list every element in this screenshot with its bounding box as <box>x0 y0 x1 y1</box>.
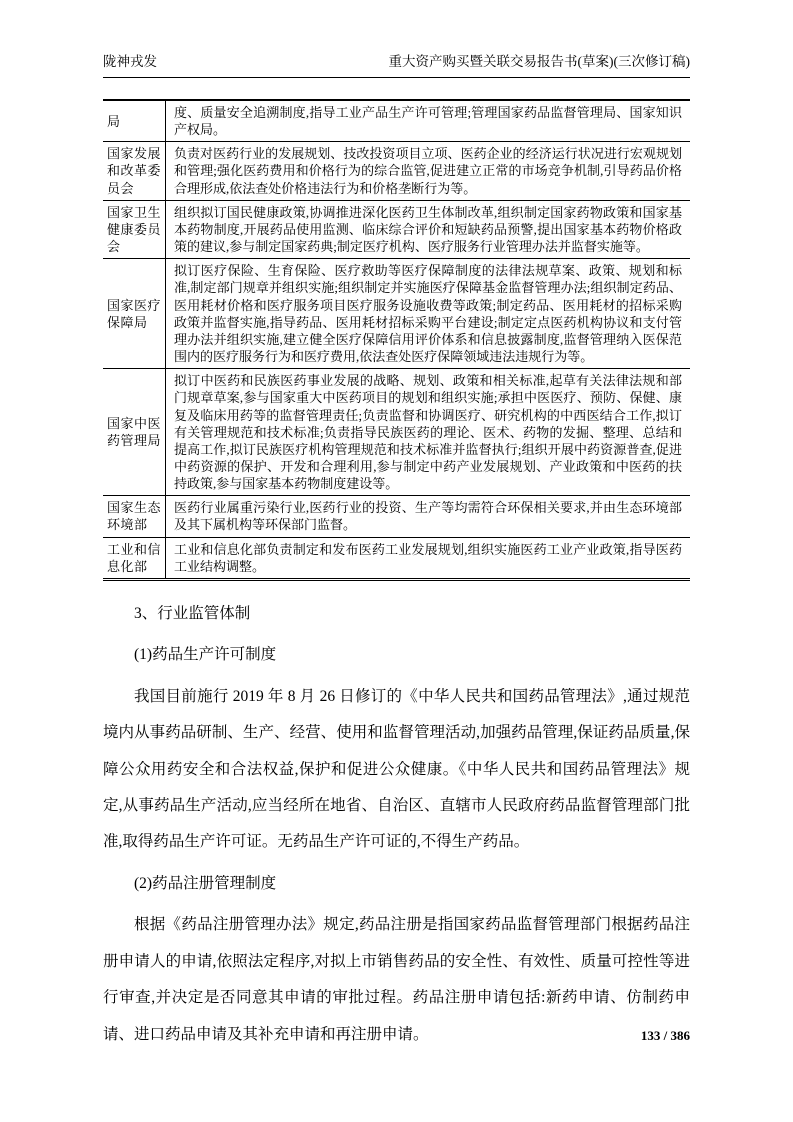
description-cell: 负责对医药行业的发展规划、技改投资项目立项、医药企业的经济运行状况进行宏观规划和管理;强化医药费用和价格行为的综合监管,促进建立正常的市场竞争机制,引导药品价格合理形成,依法查处价格违法行为和价格垄断行为等。 <box>174 146 682 196</box>
agency-name: 国家医疗保障局 <box>107 297 162 330</box>
subsection-heading-drug-registration: (2)药品注册管理制度 <box>134 874 277 892</box>
regulators-table <box>103 99 690 581</box>
agency-name: 国家卫生健康委员会 <box>107 204 162 255</box>
description-cell: 工业和信息化部负责制定和发布医药工业发展规划,组织实施医药工业产业政策,指导医药工业结构调整。 <box>174 541 682 574</box>
page-header <box>103 50 690 78</box>
page-number: 133 / 386 <box>640 1028 690 1043</box>
document-body <box>103 591 690 1053</box>
agency-name: 工业和信息化部 <box>107 541 162 574</box>
table-row <box>103 258 690 368</box>
description-cell: 度、质量安全追溯制度,指导工业产品生产许可管理;管理国家药品监督管理局、国家知识产权局。 <box>174 105 682 138</box>
agency-cell <box>103 369 166 495</box>
description-cell: 组织拟订国民健康政策,协调推进深化医药卫生体制改革,组织制定国家药物政策和国家基本药物制度,开展药品使用监测、临床综合评价和短缺药品预警,提出国家基本药物价格政策的建议,参与制定国家药典;制定医疗机构、医疗服务行业管理办法并监督实施等。 <box>174 204 682 255</box>
table-row <box>103 101 690 141</box>
agency-name: 国家中医药管理局 <box>107 416 162 449</box>
agency-name: 国家生态环境部 <box>107 500 162 533</box>
table-row <box>103 495 690 536</box>
description-cell: 拟订中医药和民族医药事业发展的战略、规划、政策和相关标准,起草有关法律法规和部门规章草案,参与国家重大中医药项目的规划和组织实施;承担中医医疗、预防、保健、康复及临床用药等的监督管理责任;负责监督和协调医疗、研究机构的中西医结合工作,拟订有关管理规范和技术标准;负责指导民族医药的理论、医术、药物的发掘、整理、总结和提高工作,拟订民族医疗机构管理规范和技术标准并监督执行;组织开展中药资源普查,促进中药资源的保护、开发和合理利用,参与制定中药产业发展规划、产业政策和中医药的扶持政策,参与国家基本药物制度建设等。 <box>174 373 682 492</box>
agency-cell <box>103 142 166 199</box>
subsection-heading-production-license: (1)药品生产许可制度 <box>134 646 277 664</box>
agency-cell <box>103 259 166 368</box>
header-report-title: 重大资产购买暨关联交易报告书(草案)(三次修订稿) <box>388 54 690 69</box>
paragraph-drug-registration: 根据《药品注册管理办法》规定,药品注册是指国家药品监督管理部门根据药品注册申请人的申请,依照法定程序,对拟上市销售药品的安全性、有效性、质量可控性等进行审查,并决定是否同意其申请的审批过程。药品注册申请包括:新药申请、仿制药申请、进口药品申请及其补充申请和再注册申请。 <box>103 916 690 1043</box>
description-cell: 医药行业属重污染行业,医药行业的投资、生产等均需符合环保相关要求,并由生态环境部及其下属机构等环保部门监督。 <box>174 500 682 533</box>
table-row <box>103 368 690 495</box>
agency-name: 局 <box>107 113 121 129</box>
paragraph-production-license: 我国目前施行 2019 年 8 月 26 日修订的《中华人民共和国药品管理法》,通过规范境内从事药品研制、生产、经营、使用和监督管理活动,加强药品管理,保证药品质量,保障公众用药安全和合法权益,保护和促进公众健康。《中华人民共和国药品管理法》规定,从事药品生产活动,应当经所在地省、自治区、直辖市人民政府药品监督管理部门批准,取得药品生产许可证。无药品生产许可证的,不得生产药品。 <box>103 687 690 851</box>
agency-cell <box>103 538 166 578</box>
page-footer <box>641 1028 690 1044</box>
table-row <box>103 141 690 199</box>
agency-cell <box>103 201 166 258</box>
table-row <box>103 200 690 258</box>
agency-name: 国家发展和改革委员会 <box>107 146 162 196</box>
section-heading-supervision: 3、行业监管体制 <box>134 604 251 622</box>
agency-cell <box>103 496 166 536</box>
agency-cell <box>103 101 166 141</box>
table-row <box>103 537 690 578</box>
header-company: 陇神戎发 <box>103 54 157 69</box>
description-cell: 拟订医疗保险、生育保险、医疗救助等医疗保障制度的法律法规草案、政策、规划和标准,制定部门规章并组织实施;组织制定并实施医疗保障基金监督管理办法;组织制定药品、医用耗材价格和医疗服务项目医疗服务设施收费等政策;制定药品、医用耗材的招标采购政策并监督实施,指导药品、医用耗材招标采购平台建设;制定定点医药机构协议和支付管理办法并组织实施,建立健全医疗保障信用评价体系和信息披露制度,监督管理纳入医保范围内的医疗服务行为和医疗费用,依法查处医疗保障领域违法违规行为等。 <box>174 263 682 365</box>
